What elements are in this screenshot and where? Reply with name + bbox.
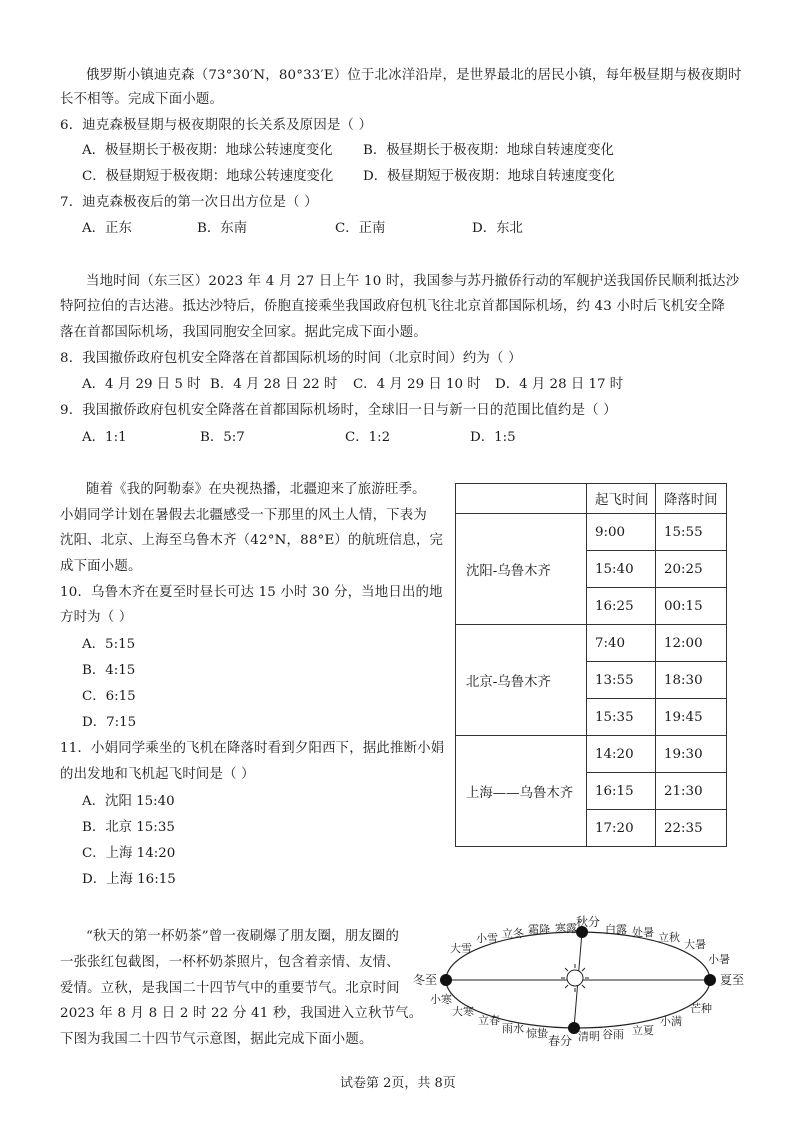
q9-option-d[interactable]: D．1:5 xyxy=(470,430,516,445)
departure-cell: 16:15 xyxy=(587,773,656,810)
departure-cell: 15:35 xyxy=(587,699,656,736)
departure-cell: 7:40 xyxy=(587,625,656,662)
arrival-cell: 21:30 xyxy=(656,773,727,810)
q8-option-d[interactable]: D．4 月 28 日 17 时 xyxy=(495,377,624,392)
q10-option-b[interactable]: B．4:15 xyxy=(82,663,136,678)
label-dongzhi: 冬至 xyxy=(413,973,438,987)
label-xiaoshu: 小暑 xyxy=(708,953,730,966)
table-header-arrival: 降落时间 xyxy=(656,484,727,514)
label-chunfen: 春分 xyxy=(548,1034,573,1048)
intro2-line-1: 当地时间（东三区）2023 年 4 月 27 日上午 10 时，我国参与苏丹撤侨行动的军舰护送我国侨民顺利抵达沙 xyxy=(86,274,740,289)
intro3-line-3: 沈阳、北京、上海至乌鲁木齐（42°N，88°E）的航班信息，完 xyxy=(60,533,444,548)
q6-option-c[interactable]: C．极昼期短于极夜期：地球公转速度变化 xyxy=(82,169,334,184)
q6-option-b[interactable]: B．极昼期长于极夜期：地球自转速度变化 xyxy=(363,143,614,158)
label-qiufen: 秋分 xyxy=(576,915,601,929)
arrival-cell: 18:30 xyxy=(656,662,727,699)
route-beijing: 北京-乌鲁木齐 xyxy=(456,625,587,736)
q10-stem-2: 方时为（ ） xyxy=(60,610,133,625)
intro4-line-3: 爱情。立秋，是我国二十四节气中的重要节气。北京时间 xyxy=(60,981,400,996)
arrival-cell: 20:25 xyxy=(656,551,727,588)
label-xiaohan: 小寒 xyxy=(430,993,452,1006)
intro2-line-2: 特阿拉伯的吉达港。抵达沙特后，侨胞直接乘坐我国政府包机飞往北京首都国际机场，约 43 小时后飞机安全降 xyxy=(60,299,726,314)
arrival-cell: 19:45 xyxy=(656,699,727,736)
label-qingming: 清明 xyxy=(578,1030,600,1043)
table-row xyxy=(456,514,727,551)
label-jingzhe: 惊蛰 xyxy=(526,1027,548,1040)
q10-stem-1: 10．乌鲁木齐在夏至时昼长可达 15 小时 30 分，当地日出的地 xyxy=(60,585,443,600)
q7-option-d[interactable]: D．东北 xyxy=(472,221,523,236)
q10-option-d[interactable]: D．7:15 xyxy=(82,715,137,730)
label-lidong: 立冬 xyxy=(502,927,524,940)
departure-cell: 13:55 xyxy=(587,662,656,699)
label-hanlu: 寒露 xyxy=(555,922,577,935)
departure-cell: 14:20 xyxy=(587,736,656,773)
q6-option-a[interactable]: A．极昼期长于极夜期：地球公转速度变化 xyxy=(82,143,333,158)
q9-stem: 9．我国撤侨政府包机安全降落在首都国际机场时，全球旧一日与新一日的范围比值约是（ ） xyxy=(60,403,617,418)
q9-option-b[interactable]: B．5:7 xyxy=(200,430,245,445)
table-header-departure: 起飞时间 xyxy=(587,484,656,514)
q10-option-c[interactable]: C．6:15 xyxy=(82,689,136,704)
solar-terms-diagram xyxy=(410,912,760,1052)
label-yushui: 雨水 xyxy=(502,1022,524,1035)
q10-option-a[interactable]: A．5:15 xyxy=(82,637,136,652)
q7-option-a[interactable]: A．正东 xyxy=(82,221,132,236)
label-daxue: 大雪 xyxy=(450,942,472,955)
departure-cell: 17:20 xyxy=(587,810,656,847)
label-dahan: 大寒 xyxy=(452,1005,474,1018)
table-header-empty xyxy=(456,484,587,514)
flight-table xyxy=(455,483,727,847)
q11-option-d[interactable]: D．上海 16:15 xyxy=(82,872,176,887)
q11-option-b[interactable]: B．北京 15:35 xyxy=(82,820,175,835)
table-row xyxy=(456,736,727,773)
q6-option-d[interactable]: D．极昼期短于极夜期：地球自转速度变化 xyxy=(363,169,615,184)
q7-stem: 7．迪克森极夜后的第一次日出方位是（ ） xyxy=(60,195,318,210)
q11-stem-2: 的出发地和飞机起飞时间是（ ） xyxy=(60,767,255,782)
label-shuangjiang: 霜降 xyxy=(528,923,550,936)
departure-cell: 9:00 xyxy=(587,514,656,551)
sun-icon xyxy=(561,964,589,992)
q11-option-c[interactable]: C．上海 14:20 xyxy=(82,846,176,861)
page-footer: 试卷第 2页，共 8页 xyxy=(340,1076,456,1091)
route-shenyang: 沈阳-乌鲁木齐 xyxy=(456,514,587,625)
intro3-line-1: 随着《我的阿勒泰》在央视热播，北疆迎来了旅游旺季。 xyxy=(86,482,426,497)
arrival-cell: 19:30 xyxy=(656,736,727,773)
q8-option-a[interactable]: A．4 月 29 日 5 时 xyxy=(82,377,201,392)
arrival-cell: 12:00 xyxy=(656,625,727,662)
q11-stem-1: 11．小娟同学乘坐的飞机在降落时看到夕阳西下，据此推断小娟 xyxy=(60,741,445,756)
label-lichun: 立春 xyxy=(478,1014,500,1027)
intro4-line-4: 2023 年 8 月 8 日 2 时 22 分 41 秒，我国进入立秋节气。 xyxy=(60,1006,423,1021)
intro1-line-1: 俄罗斯小镇迪克森（73°30′N，80°33′E）位于北冰洋沿岸，是世界最北的居民小镇，每年极昼期与极夜期时 xyxy=(86,68,742,83)
arrival-cell: 22:35 xyxy=(656,810,727,847)
arrival-cell: 00:15 xyxy=(656,588,727,625)
intro4-line-2: 一张张红包截图，一杯杯奶茶照片，包含着亲情、友情、 xyxy=(60,955,400,970)
label-xiaoxue: 小雪 xyxy=(476,932,498,945)
label-mangzhong: 芒种 xyxy=(690,1002,712,1015)
q9-option-c[interactable]: C．1:2 xyxy=(345,430,391,445)
q9-option-a[interactable]: A．1:1 xyxy=(82,430,127,445)
departure-cell: 15:40 xyxy=(587,551,656,588)
table-row xyxy=(456,625,727,662)
intro3-line-4: 成下面小题。 xyxy=(60,559,142,574)
q8-stem: 8．我国撤侨政府包机安全降落在首都国际机场的时间（北京时间）约为（ ） xyxy=(60,351,522,366)
label-xiazhi: 夏至 xyxy=(720,973,745,987)
intro2-line-3: 落在首都国际机场，我国同胞安全回家。据此完成下面小题。 xyxy=(60,325,427,340)
label-liqiu: 立秋 xyxy=(658,931,680,944)
q6-stem: 6．迪克森极昼期与极夜期限的长关系及原因是（ ） xyxy=(60,118,373,133)
label-xiaoman: 小满 xyxy=(660,1015,682,1028)
winter-solstice-dot xyxy=(440,974,452,986)
q8-option-b[interactable]: B．4 月 28 日 22 时 xyxy=(210,377,338,392)
q8-option-c[interactable]: C．4 月 29 日 10 时 xyxy=(353,377,481,392)
label-lixia: 立夏 xyxy=(632,1024,654,1037)
summer-solstice-dot xyxy=(704,974,716,986)
q11-option-a[interactable]: A．沈阳 15:40 xyxy=(82,794,175,809)
label-dashu: 大暑 xyxy=(684,938,706,951)
q7-option-b[interactable]: B．东南 xyxy=(197,221,248,236)
intro4-line-5: 下图为我国二十四节气示意图，据此完成下面小题。 xyxy=(60,1032,373,1047)
label-bailu: 白露 xyxy=(605,923,627,936)
intro1-line-2: 长不相等。完成下面小题。 xyxy=(60,92,224,107)
label-chushu: 处暑 xyxy=(632,926,654,939)
intro4-line-1: “秋天的第一杯奶茶”曾一夜刷爆了朋友圈，朋友圈的 xyxy=(86,929,400,944)
table-header-row xyxy=(456,484,727,514)
intro3-line-2: 小娟同学计划在暑假去北疆感受一下那里的风土人情，下表为 xyxy=(60,508,427,523)
q7-option-c[interactable]: C．正南 xyxy=(335,221,386,236)
label-guyu: 谷雨 xyxy=(602,1028,624,1041)
arrival-cell: 15:55 xyxy=(656,514,727,551)
departure-cell: 16:25 xyxy=(587,588,656,625)
route-shanghai: 上海——乌鲁木齐 xyxy=(456,736,587,847)
